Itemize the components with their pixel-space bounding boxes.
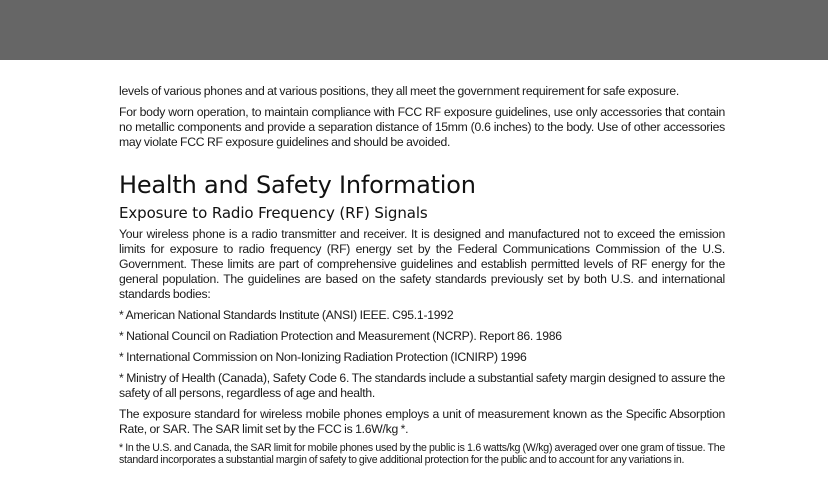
standards-item: * National Council on Radiation Protection and Measurement (NCRP). Report 86. 1986 <box>119 329 562 343</box>
section-subtitle: Exposure to Radio Frequency (RF) Signals <box>119 204 428 222</box>
standards-item: * American National Standards Institute (ANSI) IEEE. C95.1-1992 <box>119 308 454 322</box>
standards-list <box>119 308 725 401</box>
section-title: Health and Safety Information <box>119 171 476 199</box>
document-page <box>119 84 725 466</box>
standards-item: * Ministry of Health (Canada), Safety Code 6. The standards include a substantial safety margin designed to assure the safety of all persons, regardless of age and health. <box>119 371 725 400</box>
sar-footnote: * In the U.S. and Canada, the SAR limit for mobile phones used by the public is 1.6 watts/kg (W/kg) averaged over one gram of tissue. The standard incorporates a substantial margin of safety to give additional protection for the public and to account for any variations in. <box>119 442 725 466</box>
body-worn-paragraph: For body worn operation, to maintain compliance with FCC RF exposure guidelines, use only accessories that contain no metallic components and provide a separation distance of 15mm (0.6 inches) to the body. Use of other accessories may violate FCC RF exposure guidelines and should be avoided. <box>119 105 725 149</box>
intro-paragraph: levels of various phones and at various positions, they all meet the government requirement for safe exposure. <box>119 84 679 98</box>
standards-item: * International Commission on Non-Ionizing Radiation Protection (ICNIRP) 1996 <box>119 350 527 364</box>
rf-paragraph: Your wireless phone is a radio transmitter and receiver. It is designed and manufactured not to exceed the emission limits for exposure to radio frequency (RF) energy set by the Federal Communications Commission of the U.S. Government. These limits are part of comprehensive guidelines and establish permitted levels of RF energy for the general population. The guidelines are based on the safety standards previously set by both U.S. and international standards bodies: <box>119 227 725 301</box>
header-band <box>0 0 828 60</box>
sar-paragraph: The exposure standard for wireless mobile phones employs a unit of measurement known as the Specific Absorption Rate, or SAR. The SAR limit set by the FCC is 1.6W/kg *. <box>119 407 725 436</box>
